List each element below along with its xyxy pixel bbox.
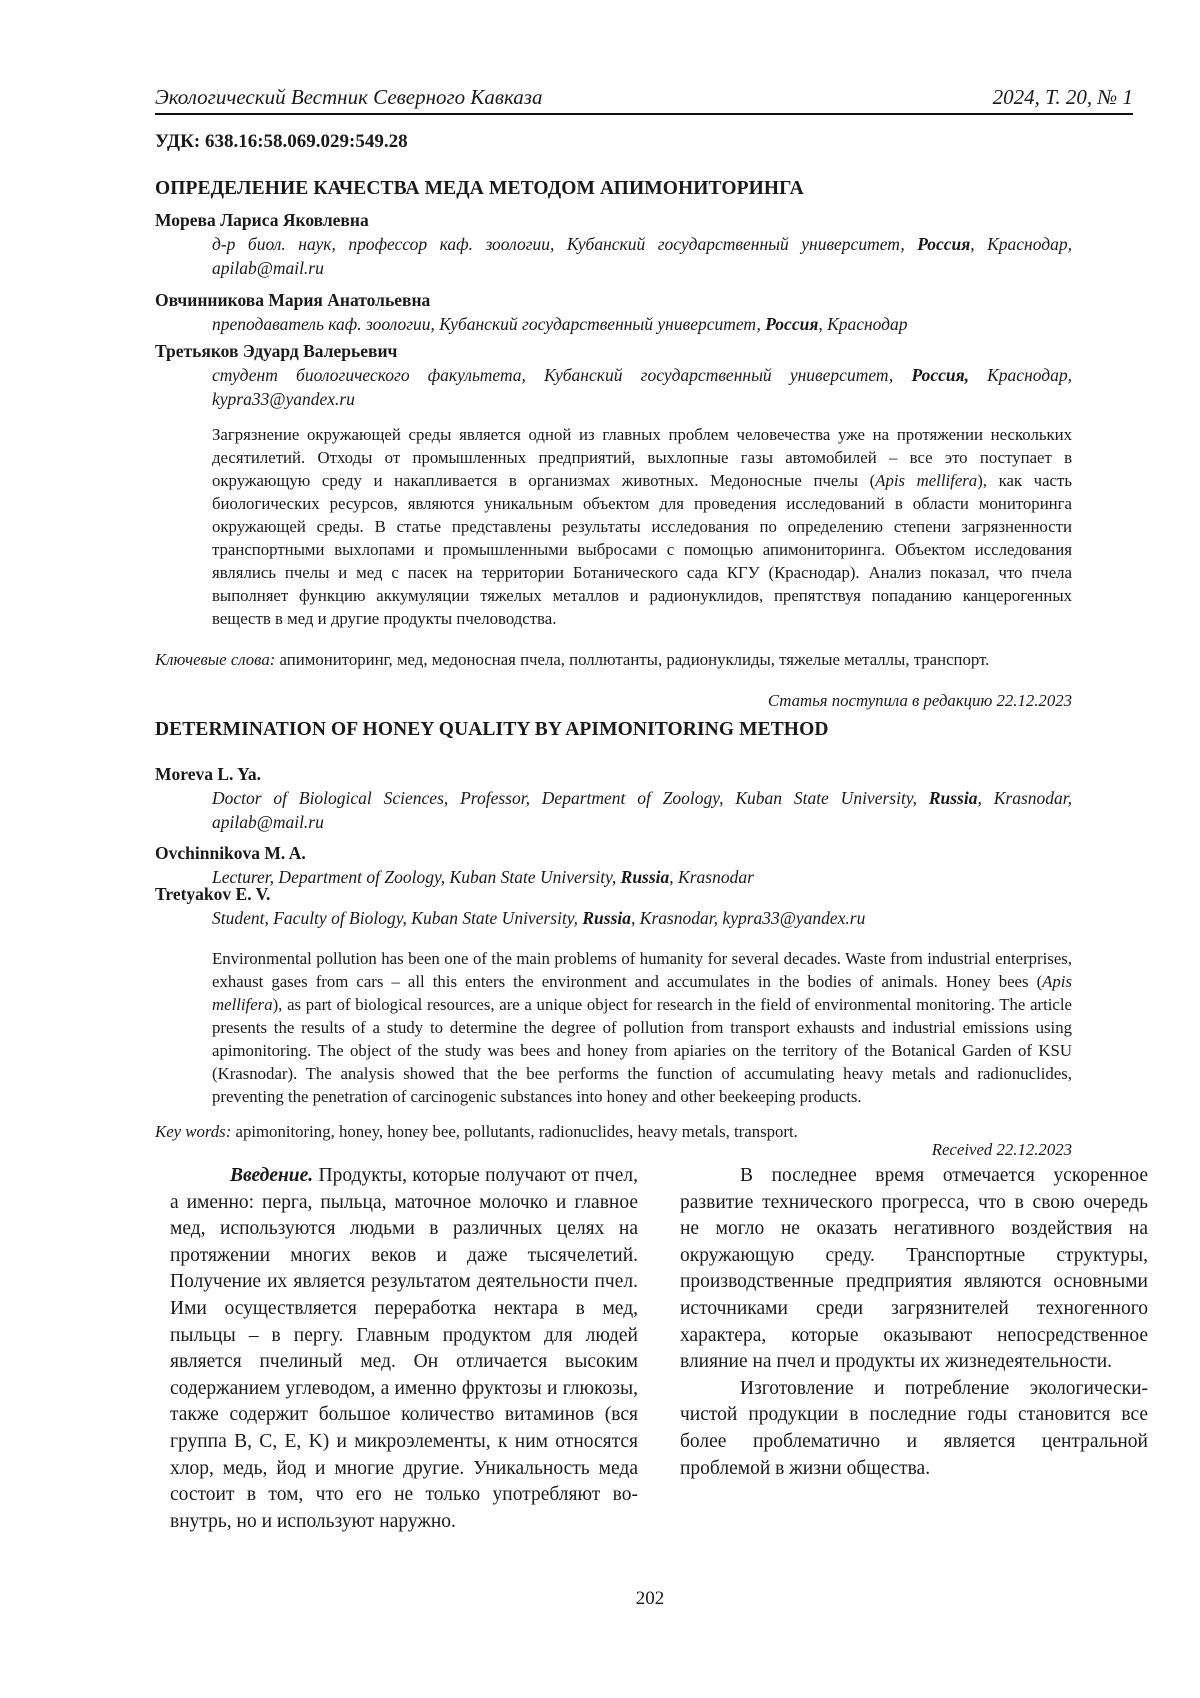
udk-code: УДК: 638.16:58.069.029:549.28: [155, 131, 408, 152]
affiliation-country: Russia: [928, 788, 978, 808]
abstract-en: [212, 947, 1072, 1108]
affiliation-country: Russia: [582, 908, 632, 928]
author-name-ru-3: Третьяков Эдуард Валерьевич: [155, 341, 398, 361]
author-affiliation-ru-1: [212, 232, 1072, 280]
keywords-ru: [155, 648, 1072, 671]
affiliation-text: Lecturer, Department of Zoology, Kuban State University,: [212, 867, 621, 887]
body-column-right: [680, 1163, 1148, 1482]
author-name-en-3: Tretyakov E. V.: [155, 884, 271, 904]
affiliation-text: Doctor of Biological Sciences, Professor, Department of Zoology, Kuban State University,: [212, 788, 929, 808]
issue-info: 2024, Т. 20, № 1: [992, 85, 1133, 109]
affiliation-city-email: , Krasnodar, kypra33@yandex.ru: [631, 908, 866, 928]
intro-paragraph: [170, 1163, 638, 1535]
affiliation-text: преподаватель каф. зоологии, Кубанский государственный университет,: [212, 314, 766, 334]
author-name-en-1: Moreva L. Ya.: [155, 764, 261, 784]
affiliation-country: Россия,: [911, 365, 969, 385]
latin-species-name: Apis mellifera: [212, 972, 1072, 1014]
page-number: 202: [635, 1588, 665, 1609]
author-name-ru-2: Овчинникова Мария Анатольевна: [155, 290, 431, 310]
affiliation-country: Россия: [765, 314, 819, 334]
header-rule: [155, 113, 1133, 115]
affiliation-text: Student, Faculty of Biology, Kuban State University,: [212, 908, 583, 928]
received-date-en: Received 22.12.2023: [931, 1140, 1072, 1159]
author-affiliation-ru-2: [212, 312, 1072, 336]
section-heading-introduction: Введение.: [230, 1165, 314, 1186]
abstract-text: Загрязнение окружающей среды является одной из главных проблем человечества уже на протяжении нескольких десятилетий. Отходы от промышленных предприятий, выхлопные газы автомобилей – все это поступает в окружающую среду и накапливается в организмах животных. Медоносные пчелы (: [212, 425, 1072, 490]
body-column-left: [170, 1163, 638, 1535]
affiliation-country: Russia: [620, 867, 670, 887]
author-name-ru-1: Морева Лариса Яковлевна: [155, 210, 369, 230]
received-date-ru: Статья поступила в редакцию 22.12.2023: [767, 691, 1072, 710]
latin-species-name: Apis mellifera: [875, 471, 978, 490]
article-title-en: DETERMINATION OF HONEY QUALITY BY APIMONITORING METHOD: [155, 719, 829, 740]
keywords-text: апимониторинг, мед, медоносная пчела, поллютанты, радионуклиды, тяжелые металлы, транспорт.: [279, 650, 990, 669]
paragraph: Изготовление и потребление экологически-чистой продукции в последние годы становится все более проблематично и является центральной проблемой в жизни общества.: [680, 1377, 1148, 1479]
affiliation-city-email: Краснодар, kypra33@yandex.ru: [212, 365, 1072, 409]
keywords-label: Key words:: [155, 1122, 232, 1141]
journal-name: Экологический Вестник Северного Кавказа: [155, 85, 543, 109]
article-title-ru: ОПРЕДЕЛЕНИЕ КАЧЕСТВА МЕДА МЕТОДОМ АПИМОНИТОРИНГА: [155, 178, 804, 199]
paragraph: В последнее время отмечается ускоренное развитие технического прогресса, что в свою очередь не могло не оказать негативного воздействия на окружающую среду. Транспортные структуры, производственные предприятия являются основными источниками среди загрязнителей техногенного характера, которые оказывают непосредственное влияние на пчел и продукты их жизнедеятельности.: [680, 1165, 1148, 1373]
abstract-text: ), as part of biological resources, are a unique object for research in the field of environmental monitoring. The article presents the results of a study to determine the degree of pollution from transport exhausts and industrial emissions using apimonitoring. The object of the study was bees and honey from apiaries on the territory of the Botanical Garden of KSU (Krasnodar). The analysis showed that the bee performs the function of accumulating heavy metals and radionuclides, preventing the penetration of carcinogenic substances into honey and other beekeeping products.: [212, 995, 1072, 1106]
keywords-text: apimonitoring, honey, honey bee, pollutants, radionuclides, heavy metals, transport.: [235, 1122, 798, 1141]
affiliation-city-email: , Краснодар, apilab@mail.ru: [212, 234, 1072, 278]
running-header: [155, 84, 1133, 110]
affiliation-country: Россия: [917, 234, 971, 254]
keywords-label: Ключевые слова:: [155, 650, 276, 669]
author-affiliation-en-3: [212, 906, 1072, 930]
abstract-text: Environmental pollution has been one of the main problems of humanity for several decades. Waste from industrial enterprises, exhaust gases from cars – all this enters the environment and accumulates in the bodies of animals. Honey bees (: [212, 949, 1072, 991]
affiliation-text: студент биологического факультета, Кубанский государственный университет,: [212, 365, 912, 385]
affiliation-city-email: , Krasnodar: [669, 867, 754, 887]
author-affiliation-ru-3: [212, 363, 1072, 411]
affiliation-text: д-р биол. наук, профессор каф. зоологии, Кубанский государственный университет,: [212, 234, 918, 254]
affiliation-city-email: , Krasnodar, apilab@mail.ru: [212, 788, 1072, 832]
paragraph-text: Продукты, которые получают от пчел, а именно: перга, пыльца, маточное молочко и главное мед, используются людьми в различных целях на протяжении многих веков и даже тысячелетий. Получение их является результатом деятельности пчел. Ими осуществляется переработка нектара в мед, пыльцы – в пергу. Главным продуктом для людей является пчелиный мед. Он отличается высоким содержанием углеводом, а именно фруктозы и глюкозы, также содержит большое количество витаминов (вся группа B, C, E, K) и микроэлементы, к ним относятся хлор, медь, йод и многие другие. Уникальность меда состоит в том, что его не только употребляют во-внутрь, но и используют наружно.: [170, 1165, 638, 1532]
author-affiliation-en-1: [212, 786, 1072, 834]
author-name-en-2: Ovchinnikova M. A.: [155, 843, 306, 863]
affiliation-city-email: , Краснодар: [818, 314, 908, 334]
abstract-ru: [212, 423, 1072, 630]
abstract-text: ), как часть биологических ресурсов, являются уникальным объектом для проведения исследований в области мониторинга окружающей среды. В статье представлены результаты исследования по определению степени загрязненности транспортными выхлопами и промышленными выбросами с помощью апимониторинга. Объектом исследования являлись пчелы и мед с пасек на территории Ботанического сада КГУ (Краснодар). Анализ показал, что пчела выполняет функцию аккумуляции тяжелых металлов и радионуклидов, препятствуя попаданию канцерогенных веществ в мед и другие продукты пчеловодства.: [212, 471, 1072, 628]
author-affiliation-en-2: [212, 865, 1072, 889]
